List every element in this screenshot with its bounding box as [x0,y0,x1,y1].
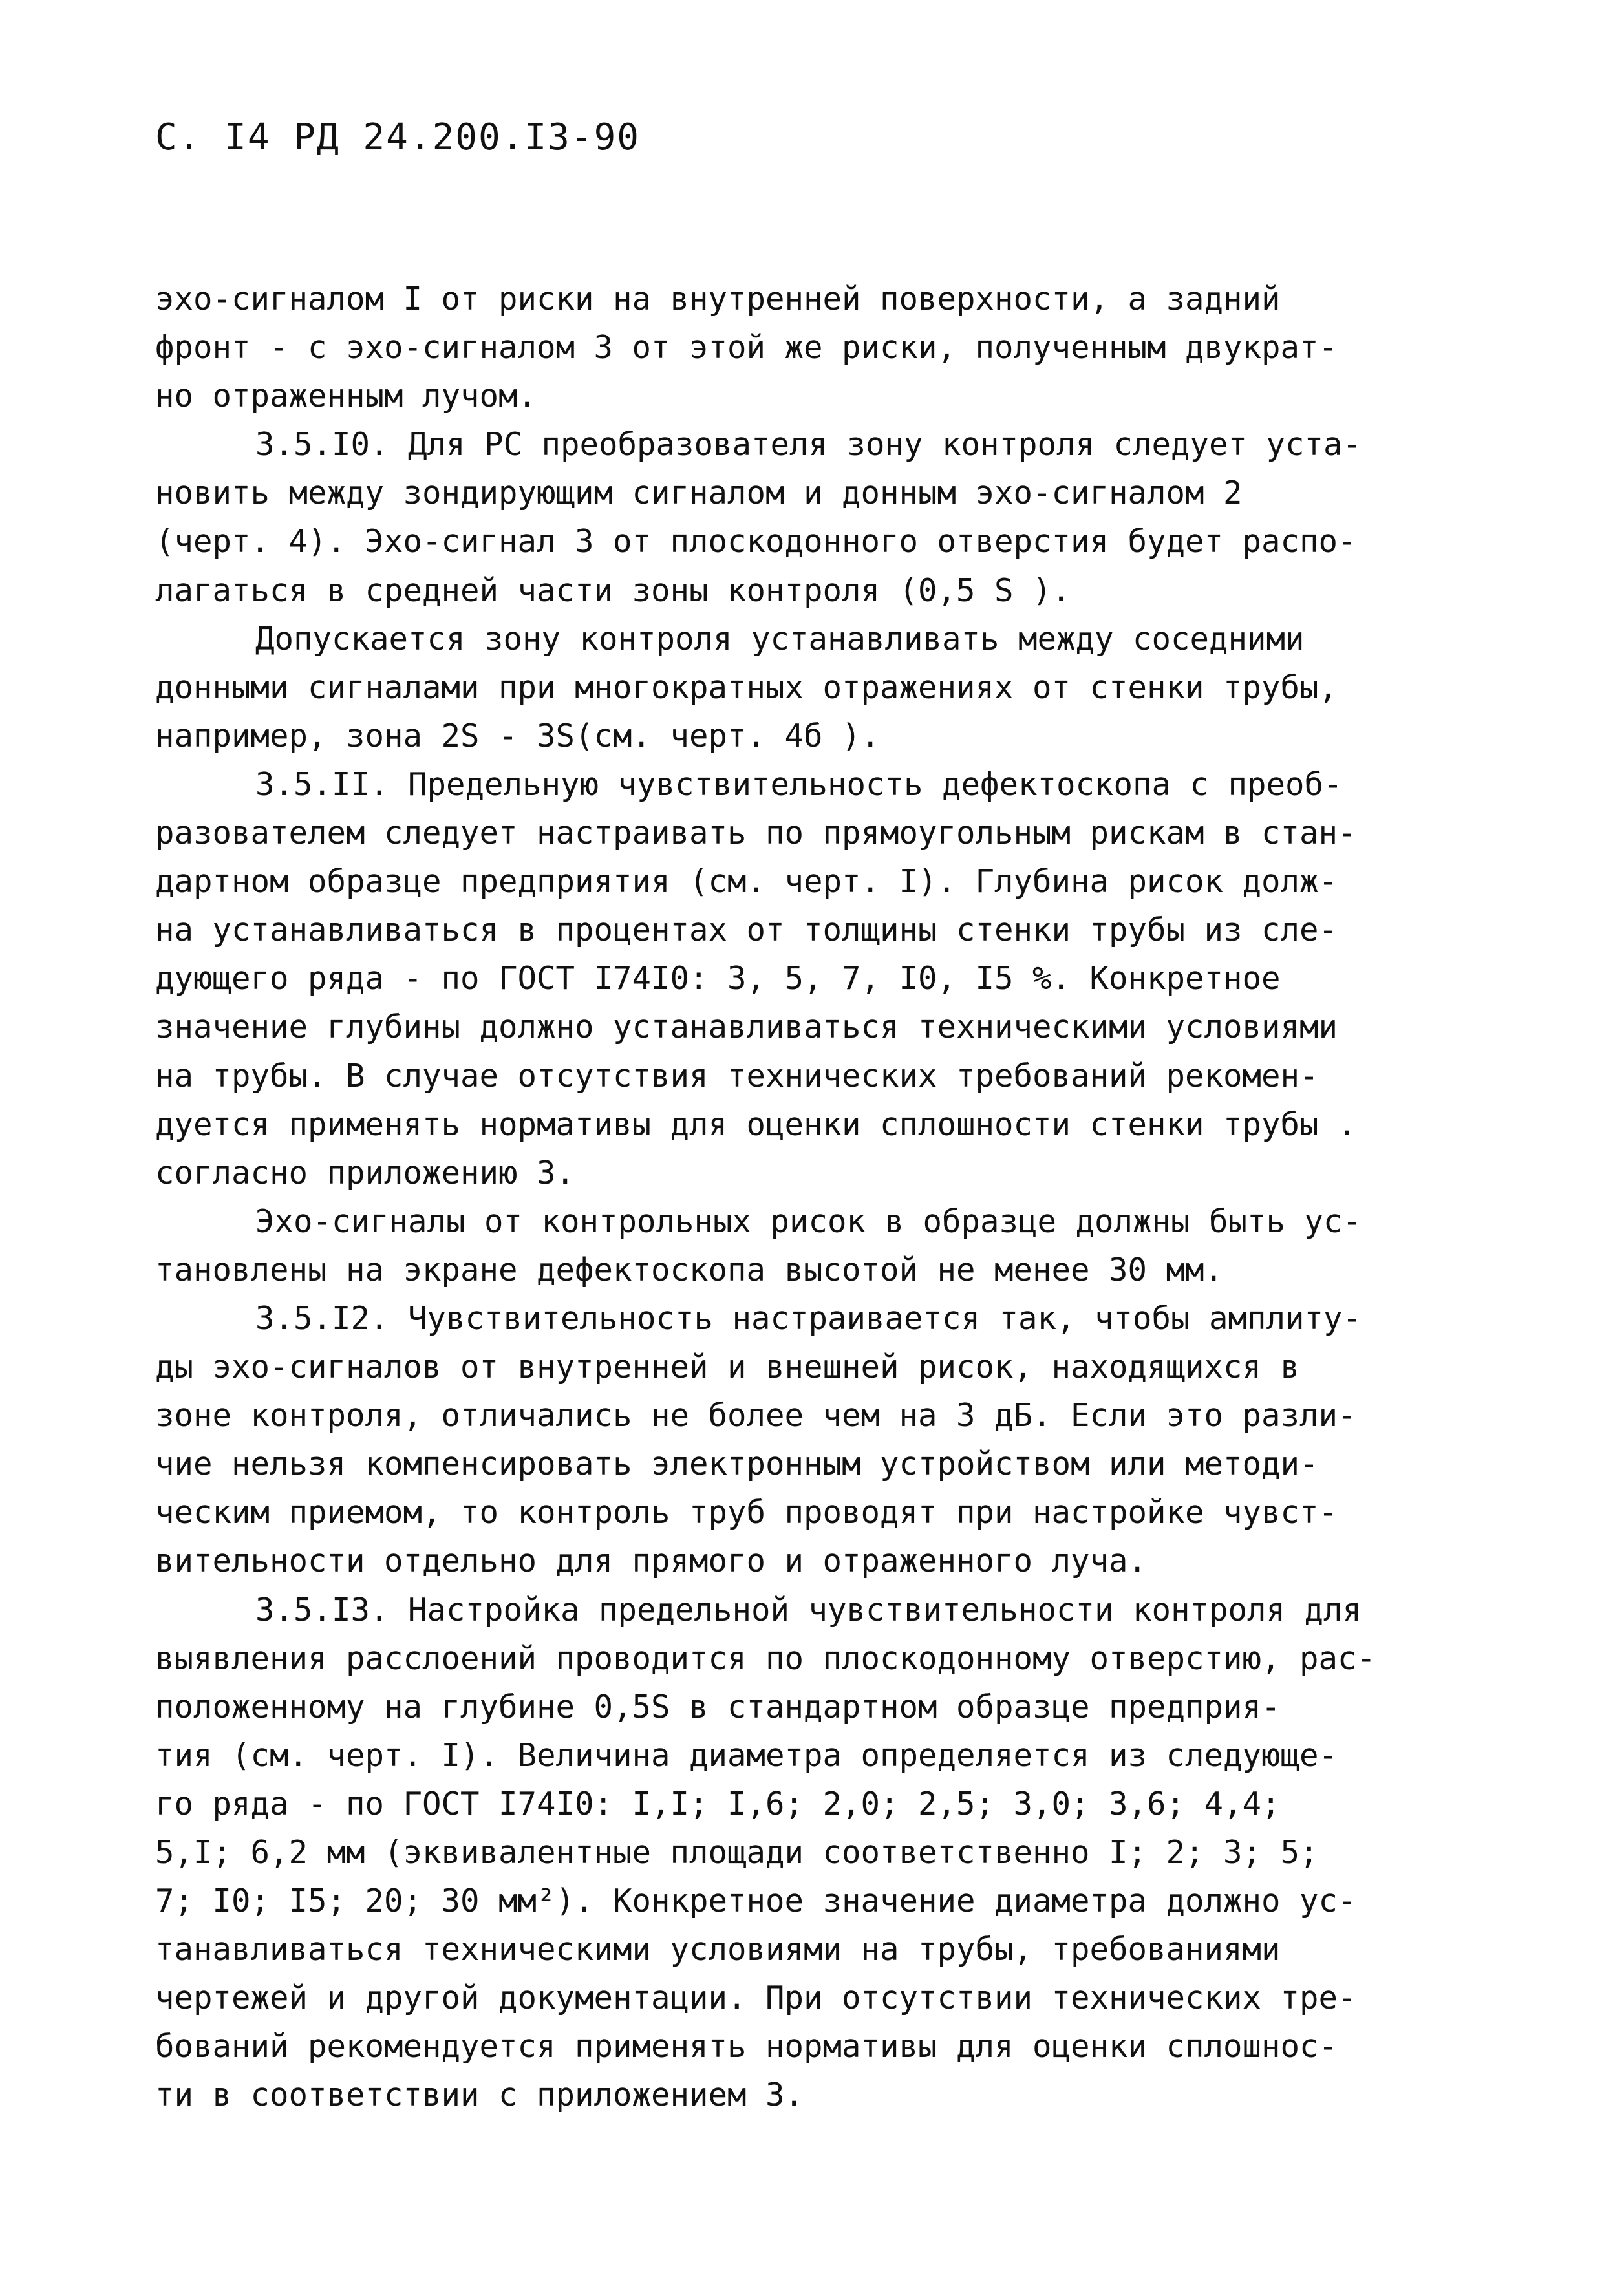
text-line: фронт - с эхо-сигналом 3 от этой же риски, полученным двукрат- [155,329,1338,367]
text-line: разователем следует настраивать по прямоугольным рискам в стан- [155,815,1357,852]
text-line: зоне контроля, отличались не более чем на 3 дБ. Если это разли- [155,1397,1357,1434]
text-line: танавливаться техническими условиями на трубы, требованиями [155,1931,1281,1968]
text-line: 7; I0; I5; 20; 30 мм²). Конкретное значение диаметра должно ус- [155,1882,1357,1920]
text-line: положенному на глубине 0,5S в стандартном образце предприя- [155,1688,1281,1725]
text-line: ческим приемом, то контроль труб проводят при настройке чувст- [155,1494,1338,1531]
text-line: но отраженным лучом. [155,378,537,415]
text-line: 3.5.I3. Настройка предельной чувствительности контроля для [255,1591,1362,1628]
text-line: дартном образце предприятия (см. черт. I). Глубина рисок долж- [155,863,1338,901]
text-line: дующего ряда - по ГОСТ I74I0: 3, 5, 7, I0, I5 %. Конкретное [155,960,1281,997]
text-line: 3.5.II. Предельную чувствительность дефектоскопа с преоб- [255,765,1343,803]
text-line: значение глубины должно устанавливаться техническими условиями [155,1008,1338,1046]
text-line: донными сигналами при многократных отражениях от стенки трубы, [155,668,1338,706]
text-line: новить между зондирующим сигналом и донным эхо-сигналом 2 [155,475,1243,512]
text-line: Допускается зону контроля устанавливать между соседними [255,620,1305,657]
running-header: С. I4 РД 24.200.I3-90 [155,116,641,158]
text-line: ти в соответствии с приложением 3. [155,2076,804,2114]
text-line: бований рекомендуется применять нормативы для оценки сплошнос- [155,2028,1338,2065]
text-line: чертежей и другой документации. При отсутствии технических тре- [155,1979,1357,2017]
text-line: 3.5.I0. Для РС преобразователя зону контроля следует уста- [255,426,1362,464]
text-line: согласно приложению 3. [155,1154,575,1191]
text-line: Эхо-сигналы от контрольных рисок в образце должны быть ус- [255,1202,1362,1240]
text-line: тия (см. черт. I). Величина диаметра определяется из следующе- [155,1736,1338,1774]
text-line: лагаться в средней части зоны контроля (0,5 S ). [155,571,1071,609]
text-line: тановлены на экране дефектоскопа высотой не менее 30 мм. [155,1251,1224,1288]
text-line: выявления расслоений проводится по плоскодонному отверстию, рас- [155,1639,1376,1677]
text-line: дуется применять нормативы для оценки сплошности стенки трубы . [155,1105,1357,1143]
text-line: го ряда - по ГОСТ I74I0: I,I; I,6; 2,0; 2,5; 3,0; 3,6; 4,4; [155,1785,1281,1822]
text-line: 5,I; 6,2 мм (эквивалентные площади соответственно I; 2; 3; 5; [155,1834,1319,1871]
text-line: (черт. 4). Эхо-сигнал 3 от плоскодонного отверстия будет распо- [155,523,1357,560]
text-line: эхо-сигналом I от риски на внутренней поверхности, а задний [155,281,1281,317]
text-line: ды эхо-сигналов от внутренней и внешней рисок, находящихся в [155,1349,1300,1386]
text-line: вительности отдельно для прямого и отраженного луча. [155,1542,1148,1580]
text-line: чие нельзя компенсировать электронным устройством или методи- [155,1445,1319,1483]
text-line: 3.5.I2. Чувствительность настраивается так, чтобы амплиту- [255,1299,1362,1337]
body-text [155,275,1474,2120]
text-line: на трубы. В случае отсутствия технических требований рекомен- [155,1057,1319,1094]
text-line: например, зона 2S - 3S(см. черт. 4б ). [155,717,881,754]
text-line: на устанавливаться в процентах от толщины стенки трубы из сле- [155,912,1338,949]
